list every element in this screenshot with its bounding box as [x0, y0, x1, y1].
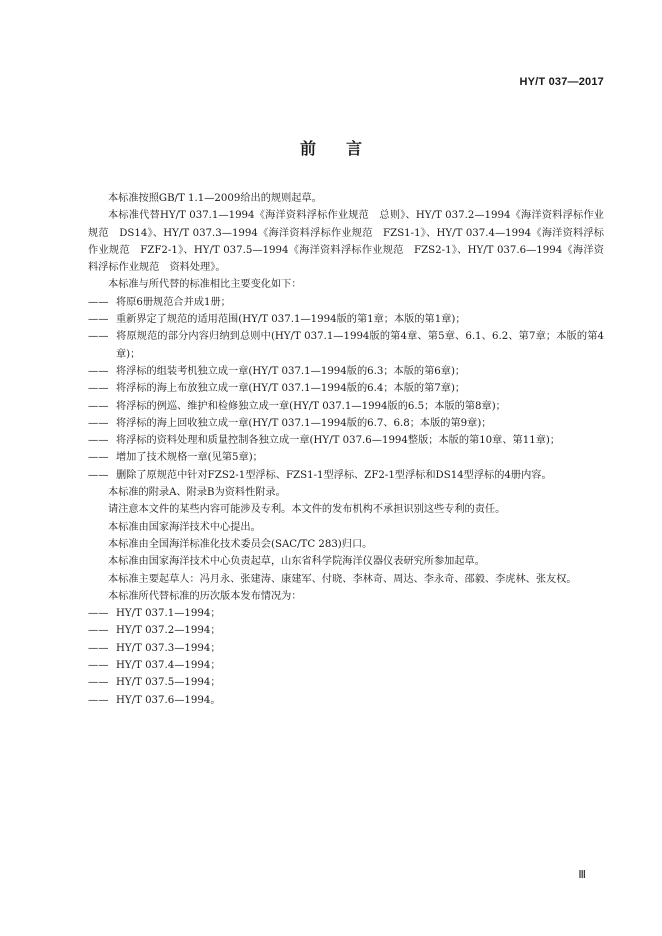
list-item: —— 增加了技术规格一章(见第5章)；	[88, 449, 604, 466]
list-item: —— 将原规范的部分内容归纳到总则中(HY/T 037.1—1994版的第4章、第5章、6.1、6.2、第7章；本版的第4章)；	[88, 328, 604, 363]
list-dash: ——	[88, 435, 109, 447]
history-item: —— HY/T 037.4—1994；	[88, 657, 604, 674]
list-item: —— 将浮标的资料处理和质量控制各独立成一章(HY/T 037.6—1994整版；本版的第10章、第11章)；	[88, 432, 604, 449]
list-dash: ——	[88, 331, 109, 343]
history-item: —— HY/T 037.1—1994；	[88, 605, 604, 622]
list-dash: ——	[88, 452, 109, 464]
paragraph-drafting-units: 本标准由国家海洋技术中心负责起草，山东省科学院海洋仪器仪表研究所参加起草。	[108, 556, 485, 568]
list-dash: ——	[88, 694, 109, 706]
history-item: —— HY/T 037.2—1994；	[88, 622, 604, 639]
list-dash: ——	[88, 608, 109, 620]
paragraph-drafters: 本标准主要起草人：冯月永、张建涛、康建军、付晓、李林奇、周达、李永奇、邵毅、李虎林、张友权。	[108, 573, 577, 585]
paragraph-proposer: 本标准由国家海洋技术中心提出。	[108, 521, 261, 533]
foreword-body	[88, 190, 604, 709]
list-item: —— 将浮标的海上布放独立成一章(HY/T 037.1—1994版的6.4；本版的第7章)；	[88, 380, 604, 397]
list-item: —— 删除了原规范中针对FZS2-1型浮标、FZS1-1型浮标、ZF2-1型浮标和DS14型浮标的4册内容。	[88, 467, 604, 484]
list-dash: ——	[88, 642, 109, 654]
list-dash: ——	[88, 625, 109, 637]
list-dash: ——	[88, 677, 109, 689]
paragraph-committee: 本标准由全国海洋标准化技术委员会(SAC/TC 283)归口。	[108, 538, 373, 550]
history-item: —— HY/T 037.6—1994。	[88, 692, 604, 709]
paragraph-replaces: 本标准代替HY/T 037.1—1994《海洋资料浮标作业规范 总则》、HY/T 037.2—1994《海洋资料浮标作业规范 DS14》、HY/T 037.3—1994《海洋资料浮标作业规范 FZS1-1》、HY/T 037.4—1994《海洋资料浮标作业规范 FZF2-1》、HY/T 037.5—1994《海洋资料浮标作业规范 FZS2-1》、HY/T 037.6—1994《海洋资料浮标作业规范 资料处理》。	[88, 210, 604, 274]
paragraph-annexes: 本标准的附录A、附录B为资料性附录。	[108, 487, 286, 499]
list-item: —— 将浮标的组装考机独立成一章(HY/T 037.1—1994版的6.3；本版的第6章)；	[88, 363, 604, 380]
list-item: —— 将浮标的海上回收独立成一章(HY/T 037.1—1994版的6.7、6.8；本版的第9章)；	[88, 415, 604, 432]
page-number: Ⅲ	[578, 869, 586, 881]
list-dash: ——	[88, 383, 109, 395]
paragraph-patent-notice: 请注意本文件的某些内容可能涉及专利。本文件的发布机构不承担识别这些专利的责任。	[108, 504, 506, 516]
page-title: 前言	[299, 139, 392, 158]
paragraph-changes-intro: 本标准与所代替的标准相比主要变化如下：	[108, 279, 302, 291]
history-item: —— HY/T 037.3—1994；	[88, 640, 604, 657]
list-dash: ——	[88, 400, 109, 412]
list-dash: ——	[88, 314, 109, 326]
history-item: —— HY/T 037.5—1994；	[88, 674, 604, 691]
list-dash: ——	[88, 660, 109, 672]
list-item: —— 将原6册规范合并成1册；	[88, 294, 604, 311]
paragraph-drafting-rule: 本标准按照GB/T 1.1—2009给出的规则起草。	[108, 193, 322, 204]
list-dash: ——	[88, 417, 109, 429]
list-dash: ——	[88, 296, 109, 308]
paragraph-history-intro: 本标准所代替标准的历次版本发布情况为：	[108, 590, 302, 602]
list-dash: ——	[88, 365, 109, 377]
standard-code-header: HY/T 037—2017	[519, 76, 604, 88]
list-item: —— 将浮标的例巡、维护和检修独立成一章(HY/T 037.1—1994版的6.5；本版的第8章)；	[88, 398, 604, 415]
list-item: —— 重新界定了规范的适用范围(HY/T 037.1—1994版的第1章；本版的第1章)；	[88, 311, 604, 328]
history-list	[88, 605, 604, 709]
list-dash: ——	[88, 469, 109, 481]
changes-list	[88, 294, 604, 484]
